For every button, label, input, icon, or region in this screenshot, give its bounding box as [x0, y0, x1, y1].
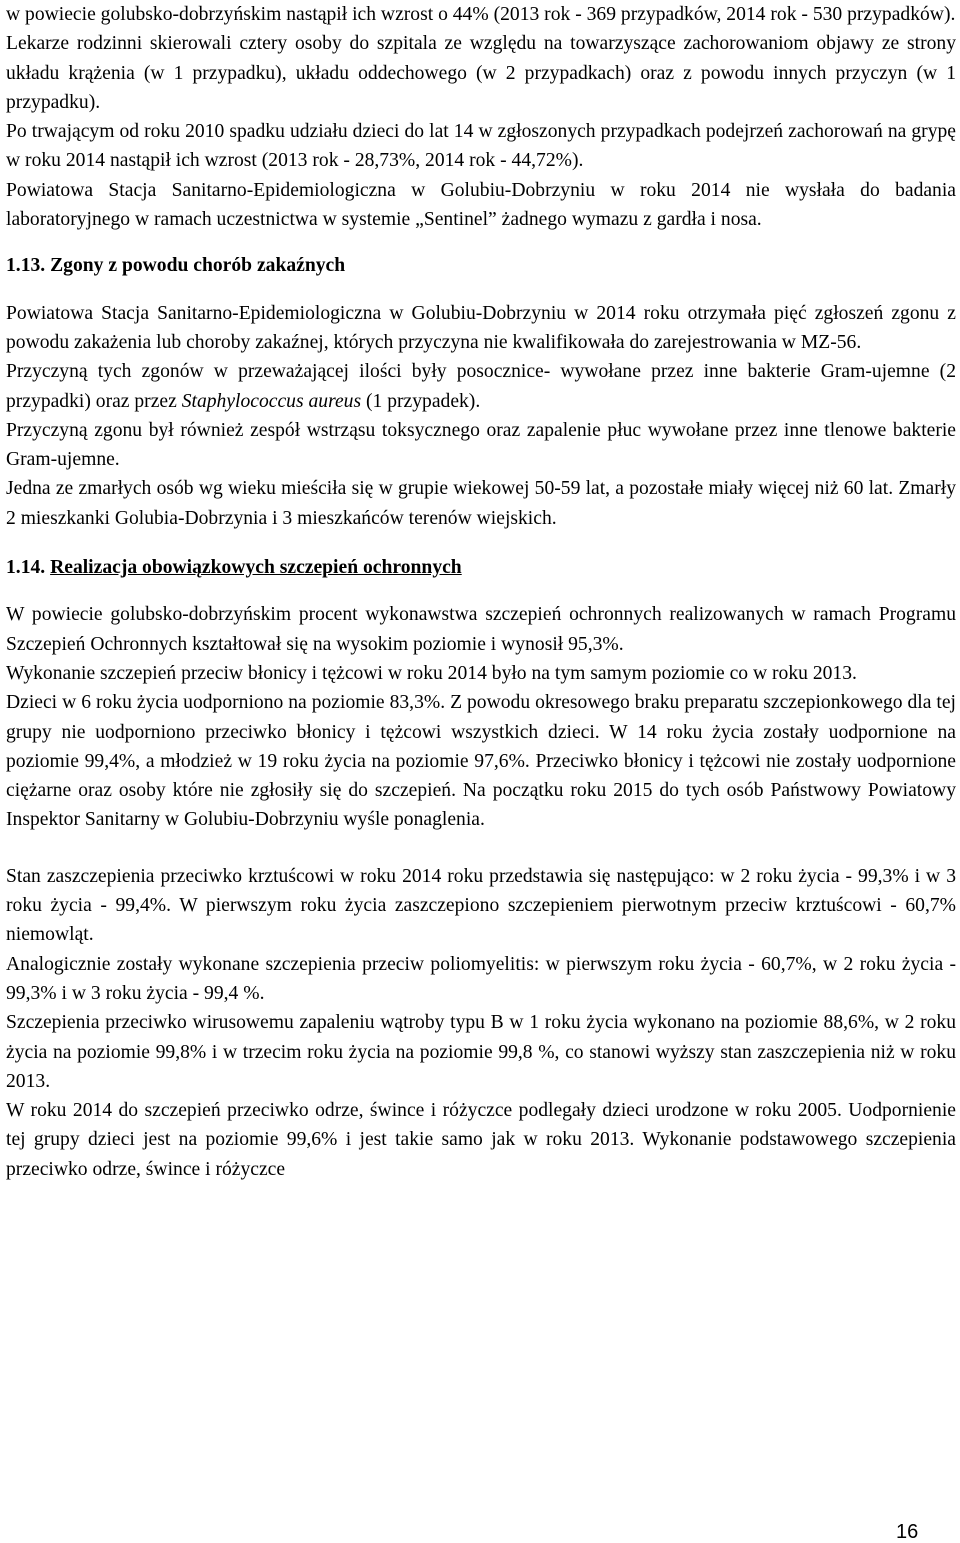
text-run: Przyczyną tych zgonów w przeważającej ilości były posocznice- wywołane przez inne bakterie Gram-ujemne (2 przypadki) oraz przez: [6, 361, 956, 412]
paragraph: w powiecie golubsko-dobrzyńskim nastąpił ich wzrost o 44% (2013 rok - 369 przypadków, 2014 rok - 530 przypadków).: [6, 4, 956, 25]
paragraph: [6, 357, 956, 416]
page-number: 16: [896, 1521, 919, 1543]
species-name: Staphylococcus aureus: [181, 390, 362, 412]
section-title: Realizacja obowiązkowych szczepień ochronnych: [50, 557, 462, 579]
paragraph: Przyczyną zgonu był również zespół wstrząsu toksycznego oraz zapalenie płuc wywołane przez inne tlenowe bakterie Gram-ujemne.: [6, 419, 956, 471]
paragraph: Stan zaszczepienia przeciwko krztuścowi w roku 2014 roku przedstawia się następująco: w 2 roku życia - 99,3% i w 3 roku życia - 99,4%. W pierwszym roku życia zaszczepiono szczepieniem pierwotnym przeciw krztuścowi - 60,7% niemowląt.: [6, 865, 956, 946]
section-title: Zgony z powodu chorób zakaźnych: [50, 255, 346, 277]
section-number: 1.13.: [6, 255, 46, 277]
paragraph: Analogicznie zostały wykonane szczepienia przeciw poliomyelitis: w pierwszym roku życia - 60,7%, w 2 roku życia - 99,3% i w 3 roku życia - 99,4 %.: [6, 953, 956, 1004]
paragraph: Powiatowa Stacja Sanitarno-Epidemiologiczna w Golubiu-Dobrzyniu w 2014 roku otrzymała pięć zgłoszeń zgonu z powodu zakażenia lub choroby zakaźnej, których przyczyna nie kwalifikowała do zarejestrowania w MZ-56.: [6, 302, 956, 353]
paragraph: W powiecie golubsko-dobrzyńskim procent wykonawstwa szczepień ochronnych realizowanych w ramach Programu Szczepień Ochronnych kształtował się na wysokim poziomie i wynosił 95,3%.: [6, 604, 956, 655]
text-run: (1 przypadek).: [361, 390, 481, 412]
paragraph: Po trwającym od roku 2010 spadku udziału dzieci do lat 14 w zgłoszonych przypadkach podejrzeń zachorowań na grypę w roku 2014 nastąpił ich wzrost (2013 rok - 28,73%, 2014 rok - 44,72%).: [6, 121, 956, 172]
paragraph: W roku 2014 do szczepień przeciwko odrze, śwince i różyczce podlegały dzieci urodzone w roku 2005. Uodpornienie tej grupy dzieci jest na poziomie 99,6% i jest takie samo jak w roku 2013. Wykonanie podstawowego szczepienia przeciwko odrze, śwince i różyczce: [6, 1100, 956, 1180]
paragraph: Powiatowa Stacja Sanitarno-Epidemiologiczna w Golubiu-Dobrzyniu w roku 2014 nie wysłała do badania laboratoryjnego w ramach uczestnictwa w systemie „Sentinel” żadnego wymazu z gardła i nosa.: [6, 179, 956, 231]
paragraph: Szczepienia przeciwko wirusowemu zapaleniu wątroby typu B w 1 roku życia wykonano na poziomie 88,6%, w 2 roku życia na poziomie 99,8% i w trzecim roku życia na poziomie 99,8 %, co stanowi wyższy stan zaszczepienia niż w roku 2013.: [6, 1012, 956, 1092]
paragraph-gap: [6, 835, 956, 862]
paragraph: Jedna ze zmarłych osób wg wieku mieściła się w grupie wiekowej 50-59 lat, a pozostałe miały więcej niż 60 lat. Zmarły 2 mieszkanki Golubia-Dobrzynia i 3 mieszkańców terenów wiejskich.: [6, 478, 956, 529]
section-heading-1-13: [6, 251, 956, 280]
section-number: 1.14.: [6, 557, 46, 579]
paragraph: Dzieci w 6 roku życia uodporniono na poziomie 83,3%. Z powodu okresowego braku preparatu szczepionkowego dla tej grupy nie uodporniono przeciwko błonicy i tężcowi wszystkich dzieci. W 14 roku życia zostały uodpornione na poziomie 99,4%, a młodzież w 19 roku życia na poziomie 97,6%. Przeciwko błonicy i tężcowi nie zostały uodpornione ciężarne oraz osoby które nie zgłosiły się do szczepień. Na początku roku 2015 do tych osób Państwowy Powiatowy Inspektor Sanitarny w Golubiu-Dobrzyniu wyśle ponaglenia.: [6, 692, 956, 831]
section-heading-1-14: [6, 553, 956, 582]
paragraph: Lekarze rodzinni skierowali cztery osoby do szpitala ze względu na towarzyszące zachorowaniom objawy ze strony układu krążenia (w 1 przypadku), układu oddechowego (w 2 przypadkach) oraz z powodu innych przyczyn (w 1 przypadku).: [6, 33, 956, 113]
document-page: [6, 0, 956, 1184]
paragraph: Wykonanie szczepień przeciw błonicy i tężcowi w roku 2014 było na tym samym poziomie co w roku 2013.: [6, 662, 857, 684]
